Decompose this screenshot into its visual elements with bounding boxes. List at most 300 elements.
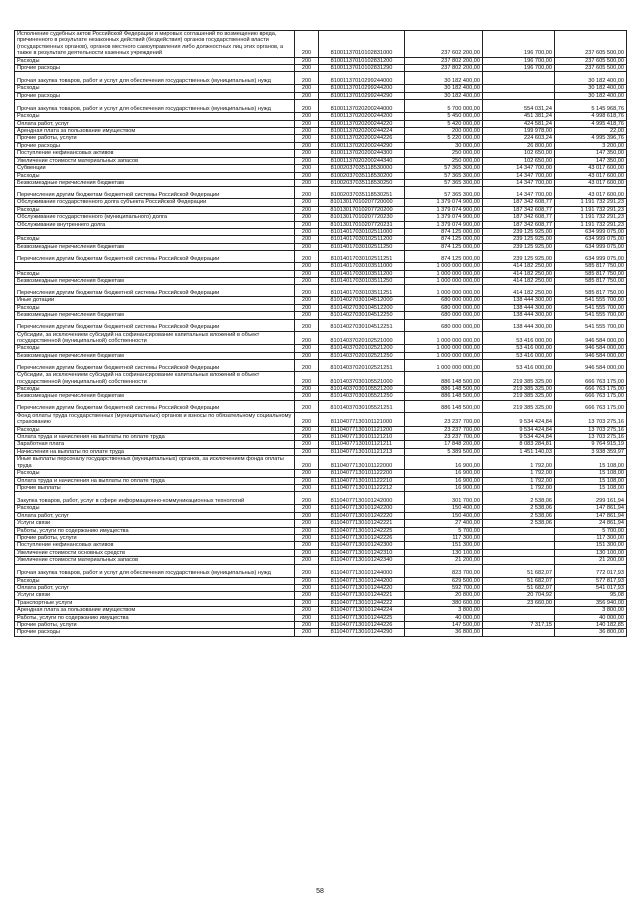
row-line-code-cell: 200 (295, 150, 319, 157)
row-name-cell: Заработная плата (15, 441, 295, 448)
row-budget-code-cell: 81002037035118530000 (319, 165, 405, 172)
row-budget-code-cell: 81014037030105521250 (319, 393, 405, 400)
row-line-code-cell: 200 (295, 564, 319, 577)
row-executed-cell: 51 682,07 (483, 577, 555, 584)
row-executed-cell: 9 534 424,84 (483, 426, 555, 433)
row-line-code-cell: 200 (295, 412, 319, 426)
row-unexecuted-cell: 666 763 175,00 (555, 372, 627, 386)
row-budget-code-cell: 81001137020200244220 (319, 120, 405, 127)
row-executed-cell (483, 542, 555, 549)
row-line-code-cell: 200 (295, 199, 319, 206)
row-name-cell: Расходы (15, 236, 295, 243)
table-row (15, 470, 627, 477)
row-name-cell: Прочие выплаты (15, 484, 295, 491)
row-line-code-cell: 200 (295, 31, 319, 58)
table-row (15, 584, 627, 591)
table-row (15, 199, 627, 206)
row-line-code-cell: 200 (295, 263, 319, 270)
row-executed-cell: 23 660,00 (483, 599, 555, 606)
row-executed-cell: 196 700,00 (483, 65, 555, 72)
row-budget-code-cell: 81104077130101244222 (319, 599, 405, 606)
row-budget-code-cell: 81104077130101121000 (319, 412, 405, 426)
row-budget-code-cell: 81001137010299244290 (319, 92, 405, 99)
row-line-code-cell: 200 (295, 304, 319, 311)
row-name-cell: Перечисления другим бюджетам бюджетной системы Российской Федерации (15, 400, 295, 412)
row-unexecuted-cell: 541 555 700,00 (555, 319, 627, 331)
row-approved-cell: 592 700,00 (405, 584, 483, 591)
row-approved-cell: 21 200,00 (405, 557, 483, 564)
row-budget-code-cell: 81001137010102831000 (319, 31, 405, 58)
row-name-cell: Безвозмездные перечисления бюджетам (15, 277, 295, 284)
row-executed-cell: 424 581,24 (483, 120, 555, 127)
row-line-code-cell: 200 (295, 360, 319, 372)
row-budget-code-cell: 81014017030103511250 (319, 277, 405, 284)
table-row (15, 577, 627, 584)
row-executed-cell: 20 704,92 (483, 592, 555, 599)
row-line-code-cell: 200 (295, 85, 319, 92)
row-line-code-cell: 200 (295, 243, 319, 250)
table-row (15, 352, 627, 359)
row-unexecuted-cell: 43 017 600,00 (555, 179, 627, 186)
row-name-cell: Расходы (15, 470, 295, 477)
row-budget-code-cell: 81104077130101242200 (319, 505, 405, 512)
row-unexecuted-cell: 946 584 000,00 (555, 345, 627, 352)
row-unexecuted-cell: 13 703 275,16 (555, 426, 627, 433)
row-executed-cell: 51 682,07 (483, 564, 555, 577)
row-approved-cell: 237 802 200,00 (405, 57, 483, 64)
row-name-cell: Работы, услуги по содержанию имущества (15, 614, 295, 621)
row-unexecuted-cell: 147 350,00 (555, 150, 627, 157)
row-name-cell: Транспортные услуги (15, 599, 295, 606)
row-approved-cell: 1 000 000 000,00 (405, 270, 483, 277)
row-line-code-cell: 200 (295, 614, 319, 621)
row-approved-cell: 16 900,00 (405, 484, 483, 491)
row-name-cell: Безвозмездные перечисления бюджетам (15, 393, 295, 400)
row-line-code-cell: 200 (295, 534, 319, 541)
row-name-cell: Расходы (15, 304, 295, 311)
row-executed-cell: 414 182 250,00 (483, 277, 555, 284)
row-budget-code-cell: 81104077130101121211 (319, 441, 405, 448)
table-row (15, 251, 627, 263)
row-budget-code-cell: 81013017010207720230 (319, 214, 405, 221)
table-row (15, 505, 627, 512)
table-row (15, 65, 627, 72)
row-name-cell: Безвозмездные перечисления бюджетам (15, 243, 295, 250)
row-name-cell: Субсидии, за исключением субсидий на софинансирование капитальных вложений в объект государственной (муниципальной) собственности (15, 331, 295, 345)
row-budget-code-cell: 81104077130101122200 (319, 470, 405, 477)
row-approved-cell: 150 400,00 (405, 505, 483, 512)
row-approved-cell: 5 389 500,00 (405, 448, 483, 455)
row-name-cell: Прочие расходы (15, 142, 295, 149)
row-budget-code-cell: 81001137010299244200 (319, 85, 405, 92)
row-unexecuted-cell: 15 108,00 (555, 470, 627, 477)
row-line-code-cell: 200 (295, 345, 319, 352)
row-unexecuted-cell: 5 145 968,76 (555, 100, 627, 113)
row-budget-code-cell: 81001137010299244000 (319, 72, 405, 85)
table-row (15, 31, 627, 58)
row-approved-cell: 1 000 000 000,00 (405, 360, 483, 372)
table-row (15, 297, 627, 304)
row-approved-cell: 874 125 000,00 (405, 228, 483, 235)
table-row (15, 236, 627, 243)
row-budget-code-cell: 81014037020102521200 (319, 345, 405, 352)
row-approved-cell: 5 220 000,00 (405, 135, 483, 142)
row-executed-cell: 102 650,00 (483, 157, 555, 164)
row-name-cell: Поступление нефинансовых активов (15, 150, 295, 157)
table-row (15, 534, 627, 541)
row-budget-code-cell: 81014037020102521251 (319, 360, 405, 372)
row-executed-cell: 196 700,00 (483, 57, 555, 64)
table-row (15, 542, 627, 549)
row-budget-code-cell: 81104077130101242300 (319, 542, 405, 549)
row-approved-cell: 874 125 000,00 (405, 243, 483, 250)
row-line-code-cell: 200 (295, 236, 319, 243)
row-approved-cell: 1 000 000 000,00 (405, 352, 483, 359)
row-executed-cell: 199 978,00 (483, 128, 555, 135)
row-line-code-cell: 200 (295, 206, 319, 213)
row-line-code-cell: 200 (295, 135, 319, 142)
row-executed-cell: 219 385 325,00 (483, 393, 555, 400)
row-name-cell: Прочие расходы (15, 629, 295, 636)
table-row (15, 527, 627, 534)
row-approved-cell: 237 802 200,00 (405, 65, 483, 72)
row-name-cell: Прочие расходы (15, 65, 295, 72)
row-name-cell: Субсидии, за исключением субсидий на софинансирование капитальных вложений в объект государственной (муниципальной) собственности (15, 372, 295, 386)
row-name-cell: Арендная плата за пользование имуществом (15, 128, 295, 135)
row-budget-code-cell: 81014017030102511000 (319, 228, 405, 235)
row-executed-cell: 219 385 325,00 (483, 372, 555, 386)
row-unexecuted-cell: 40 000,00 (555, 614, 627, 621)
row-budget-code-cell: 81014027030104512250 (319, 312, 405, 319)
row-approved-cell: 5 700 000,00 (405, 100, 483, 113)
row-name-cell: Безвозмездные перечисления бюджетам (15, 179, 295, 186)
row-executed-cell: 1 792,00 (483, 456, 555, 470)
row-name-cell: Расходы (15, 577, 295, 584)
row-budget-code-cell: 81001137020200244300 (319, 150, 405, 157)
row-executed-cell: 239 125 925,00 (483, 243, 555, 250)
row-budget-code-cell: 81104077130101244200 (319, 577, 405, 584)
row-line-code-cell: 200 (295, 549, 319, 556)
row-line-code-cell: 200 (295, 113, 319, 120)
table-row (15, 512, 627, 519)
table-row (15, 187, 627, 199)
row-budget-code-cell: 81014037030105521000 (319, 372, 405, 386)
row-budget-code-cell: 81002037035118530251 (319, 187, 405, 199)
row-name-cell: Расходы (15, 270, 295, 277)
row-approved-cell: 886 148 500,00 (405, 393, 483, 400)
table-row (15, 372, 627, 386)
row-name-cell: Обслуживание государственного (муниципального) долга (15, 214, 295, 221)
row-name-cell: Работы, услуги по содержанию имущества (15, 527, 295, 534)
row-approved-cell: 886 148 500,00 (405, 386, 483, 393)
table-row (15, 135, 627, 142)
table-row (15, 319, 627, 331)
row-name-cell: Начисления на выплаты по оплате труда (15, 448, 295, 455)
row-executed-cell: 1 792,00 (483, 484, 555, 491)
row-executed-cell: 14 347 700,00 (483, 172, 555, 179)
row-line-code-cell: 200 (295, 165, 319, 172)
row-unexecuted-cell: 634 999 075,00 (555, 228, 627, 235)
row-name-cell: Оплата труда и начисления на выплаты по оплате труда (15, 477, 295, 484)
row-approved-cell: 57 365 300,00 (405, 187, 483, 199)
row-approved-cell: 200 000,00 (405, 128, 483, 135)
row-budget-code-cell: 81104077130101244290 (319, 629, 405, 636)
row-approved-cell: 147 500,00 (405, 622, 483, 629)
row-unexecuted-cell: 3 800,00 (555, 607, 627, 614)
row-budget-code-cell: 81014017030102511200 (319, 236, 405, 243)
table-row (15, 165, 627, 172)
row-approved-cell: 886 148 500,00 (405, 372, 483, 386)
row-name-cell: Прочие работы, услуги (15, 135, 295, 142)
table-row (15, 549, 627, 556)
row-executed-cell: 2 538,06 (483, 505, 555, 512)
row-line-code-cell: 200 (295, 142, 319, 149)
row-executed-cell: 187 342 608,77 (483, 221, 555, 228)
row-name-cell: Оплата работ, услуг (15, 512, 295, 519)
row-unexecuted-cell: 634 999 075,00 (555, 243, 627, 250)
row-executed-cell (483, 534, 555, 541)
table-row (15, 477, 627, 484)
row-executed-cell: 187 342 608,77 (483, 206, 555, 213)
row-unexecuted-cell: 3 200,00 (555, 142, 627, 149)
row-name-cell: Прочая закупка товаров, работ и услуг для обеспечения государственных (муниципальных) нужд (15, 72, 295, 85)
table-row (15, 520, 627, 527)
table-row (15, 270, 627, 277)
row-unexecuted-cell: 117 300,00 (555, 534, 627, 541)
row-approved-cell: 36 800,00 (405, 629, 483, 636)
table-row (15, 214, 627, 221)
row-name-cell: Расходы (15, 85, 295, 92)
row-name-cell: Перечисления другим бюджетам бюджетной системы Российской Федерации (15, 360, 295, 372)
row-name-cell: Увеличение стоимости материальных запасов (15, 157, 295, 164)
row-unexecuted-cell: 30 182 400,00 (555, 72, 627, 85)
row-approved-cell: 680 000 000,00 (405, 297, 483, 304)
row-unexecuted-cell: 585 817 750,00 (555, 270, 627, 277)
row-executed-cell: 14 347 700,00 (483, 165, 555, 172)
table-row (15, 263, 627, 270)
table-row (15, 393, 627, 400)
row-approved-cell: 57 365 300,00 (405, 179, 483, 186)
budget-execution-table (14, 30, 627, 637)
row-unexecuted-cell: 634 999 075,00 (555, 236, 627, 243)
row-unexecuted-cell: 946 584 000,00 (555, 360, 627, 372)
table-row (15, 400, 627, 412)
row-name-cell: Прочая закупка товаров, работ и услуг для обеспечения государственных (муниципальных) нужд (15, 564, 295, 577)
row-budget-code-cell: 81104077130101242226 (319, 534, 405, 541)
row-budget-code-cell: 81104077130101244000 (319, 564, 405, 577)
row-budget-code-cell: 81104077130101244224 (319, 607, 405, 614)
row-name-cell: Увеличение стоимости материальных запасов (15, 557, 295, 564)
row-unexecuted-cell: 36 800,00 (555, 629, 627, 636)
row-executed-cell: 9 534 424,84 (483, 434, 555, 441)
row-executed-cell (483, 85, 555, 92)
row-unexecuted-cell: 666 763 175,00 (555, 393, 627, 400)
row-unexecuted-cell: 1 191 732 291,23 (555, 206, 627, 213)
row-line-code-cell: 200 (295, 172, 319, 179)
row-unexecuted-cell: 15 108,00 (555, 484, 627, 491)
row-name-cell: Расходы (15, 206, 295, 213)
row-budget-code-cell: 81014027030104512200 (319, 304, 405, 311)
table-row (15, 564, 627, 577)
row-unexecuted-cell: 140 182,85 (555, 622, 627, 629)
row-unexecuted-cell: 541 555 700,00 (555, 304, 627, 311)
table-row (15, 484, 627, 491)
row-executed-cell: 53 416 000,00 (483, 331, 555, 345)
row-unexecuted-cell: 13 703 275,16 (555, 434, 627, 441)
row-unexecuted-cell: 95,08 (555, 592, 627, 599)
row-unexecuted-cell: 634 999 075,00 (555, 251, 627, 263)
row-executed-cell: 9 534 424,84 (483, 412, 555, 426)
row-unexecuted-cell: 772 017,93 (555, 564, 627, 577)
row-executed-cell (483, 614, 555, 621)
row-line-code-cell: 200 (295, 607, 319, 614)
row-unexecuted-cell: 15 108,00 (555, 456, 627, 470)
table-row (15, 448, 627, 455)
row-line-code-cell: 200 (295, 331, 319, 345)
row-line-code-cell: 200 (295, 584, 319, 591)
row-executed-cell: 451 381,24 (483, 113, 555, 120)
row-line-code-cell: 200 (295, 297, 319, 304)
row-line-code-cell: 200 (295, 214, 319, 221)
row-line-code-cell: 200 (295, 352, 319, 359)
row-approved-cell: 17 848 200,00 (405, 441, 483, 448)
row-budget-code-cell: 81104077130101242340 (319, 557, 405, 564)
row-unexecuted-cell: 4 995 396,76 (555, 135, 627, 142)
row-line-code-cell: 200 (295, 505, 319, 512)
row-budget-code-cell: 81104077130101244220 (319, 584, 405, 591)
row-approved-cell: 150 400,00 (405, 512, 483, 519)
row-budget-code-cell: 81014017030103511200 (319, 270, 405, 277)
table-row (15, 614, 627, 621)
row-approved-cell: 1 379 074 900,00 (405, 206, 483, 213)
row-budget-code-cell: 81013017010207720231 (319, 221, 405, 228)
row-name-cell: Расходы (15, 345, 295, 352)
table-row (15, 360, 627, 372)
row-line-code-cell: 200 (295, 100, 319, 113)
table-row (15, 607, 627, 614)
row-budget-code-cell: 81104077130101121200 (319, 426, 405, 433)
row-name-cell: Расходы (15, 426, 295, 433)
row-budget-code-cell: 81001137020200244290 (319, 142, 405, 149)
row-name-cell: Перечисления другим бюджетам бюджетной системы Российской Федерации (15, 251, 295, 263)
row-approved-cell: 20 800,00 (405, 592, 483, 599)
table-row (15, 412, 627, 426)
row-executed-cell: 2 538,06 (483, 492, 555, 505)
row-executed-cell (483, 527, 555, 534)
row-approved-cell: 30 182 400,00 (405, 92, 483, 99)
row-name-cell: Перечисления другим бюджетам бюджетной системы Российской Федерации (15, 187, 295, 199)
row-approved-cell: 151 300,00 (405, 542, 483, 549)
row-unexecuted-cell: 299 161,94 (555, 492, 627, 505)
row-budget-code-cell: 81104077130101244225 (319, 614, 405, 621)
row-budget-code-cell: 81014037020102521250 (319, 352, 405, 359)
row-budget-code-cell: 81002037035118530200 (319, 172, 405, 179)
table-row (15, 57, 627, 64)
table-row (15, 113, 627, 120)
row-executed-cell: 14 347 700,00 (483, 187, 555, 199)
row-line-code-cell: 200 (295, 277, 319, 284)
row-executed-cell (483, 549, 555, 556)
row-executed-cell: 1 792,00 (483, 470, 555, 477)
row-executed-cell (483, 607, 555, 614)
row-line-code-cell: 200 (295, 179, 319, 186)
table-row (15, 277, 627, 284)
table-row (15, 179, 627, 186)
row-name-cell: Расходы (15, 57, 295, 64)
row-executed-cell: 138 444 300,00 (483, 297, 555, 304)
row-approved-cell: 680 000 000,00 (405, 319, 483, 331)
table-body (15, 31, 627, 637)
row-unexecuted-cell: 946 584 000,00 (555, 352, 627, 359)
row-name-cell: Безвозмездные перечисления бюджетам (15, 352, 295, 359)
table-row (15, 285, 627, 297)
table-row (15, 331, 627, 345)
row-unexecuted-cell: 666 763 175,00 (555, 386, 627, 393)
row-approved-cell: 237 602 200,00 (405, 31, 483, 58)
page-number: 58 (316, 888, 324, 895)
row-executed-cell: 196 700,00 (483, 31, 555, 58)
table-row (15, 312, 627, 319)
row-unexecuted-cell: 541 555 700,00 (555, 297, 627, 304)
table-row (15, 345, 627, 352)
table-row (15, 492, 627, 505)
row-unexecuted-cell: 666 763 175,00 (555, 400, 627, 412)
row-unexecuted-cell: 356 940,00 (555, 599, 627, 606)
row-approved-cell: 130 100,00 (405, 549, 483, 556)
row-budget-code-cell: 81001137020200244200 (319, 113, 405, 120)
row-line-code-cell: 200 (295, 157, 319, 164)
row-unexecuted-cell: 946 584 000,00 (555, 331, 627, 345)
row-name-cell: Поступление нефинансовых активов (15, 542, 295, 549)
table-row (15, 629, 627, 636)
table-row (15, 592, 627, 599)
row-budget-code-cell: 81014037030105521251 (319, 400, 405, 412)
row-line-code-cell: 200 (295, 386, 319, 393)
row-name-cell: Прочая закупка товаров, работ и услуг для обеспечения государственных (муниципальных) нужд (15, 100, 295, 113)
row-name-cell: Увеличение стоимости основных средств (15, 549, 295, 556)
row-budget-code-cell: 81104077130101122212 (319, 484, 405, 491)
row-unexecuted-cell: 9 764 915,19 (555, 441, 627, 448)
row-line-code-cell: 200 (295, 542, 319, 549)
row-line-code-cell: 200 (295, 512, 319, 519)
row-approved-cell: 23 237 700,00 (405, 434, 483, 441)
row-approved-cell: 680 000 000,00 (405, 312, 483, 319)
row-executed-cell: 138 444 300,00 (483, 304, 555, 311)
row-approved-cell: 23 237 700,00 (405, 426, 483, 433)
row-unexecuted-cell: 577 817,93 (555, 577, 627, 584)
table-row (15, 221, 627, 228)
row-approved-cell: 1 000 000 000,00 (405, 331, 483, 345)
row-unexecuted-cell: 5 700,00 (555, 527, 627, 534)
row-unexecuted-cell: 237 605 500,00 (555, 65, 627, 72)
row-executed-cell: 53 416 000,00 (483, 352, 555, 359)
row-executed-cell: 2 538,06 (483, 520, 555, 527)
row-line-code-cell: 200 (295, 484, 319, 491)
row-approved-cell: 57 365 300,00 (405, 165, 483, 172)
row-unexecuted-cell: 541 555 700,00 (555, 312, 627, 319)
row-unexecuted-cell: 585 817 750,00 (555, 277, 627, 284)
table-row (15, 142, 627, 149)
row-name-cell: Оплата труда и начисления на выплаты по оплате труда (15, 434, 295, 441)
row-line-code-cell: 200 (295, 448, 319, 455)
row-budget-code-cell: 81014017030103511000 (319, 263, 405, 270)
table-row (15, 128, 627, 135)
table-row (15, 426, 627, 433)
row-unexecuted-cell: 585 817 750,00 (555, 263, 627, 270)
row-line-code-cell: 200 (295, 400, 319, 412)
row-approved-cell: 1 379 074 900,00 (405, 199, 483, 206)
table-row (15, 456, 627, 470)
